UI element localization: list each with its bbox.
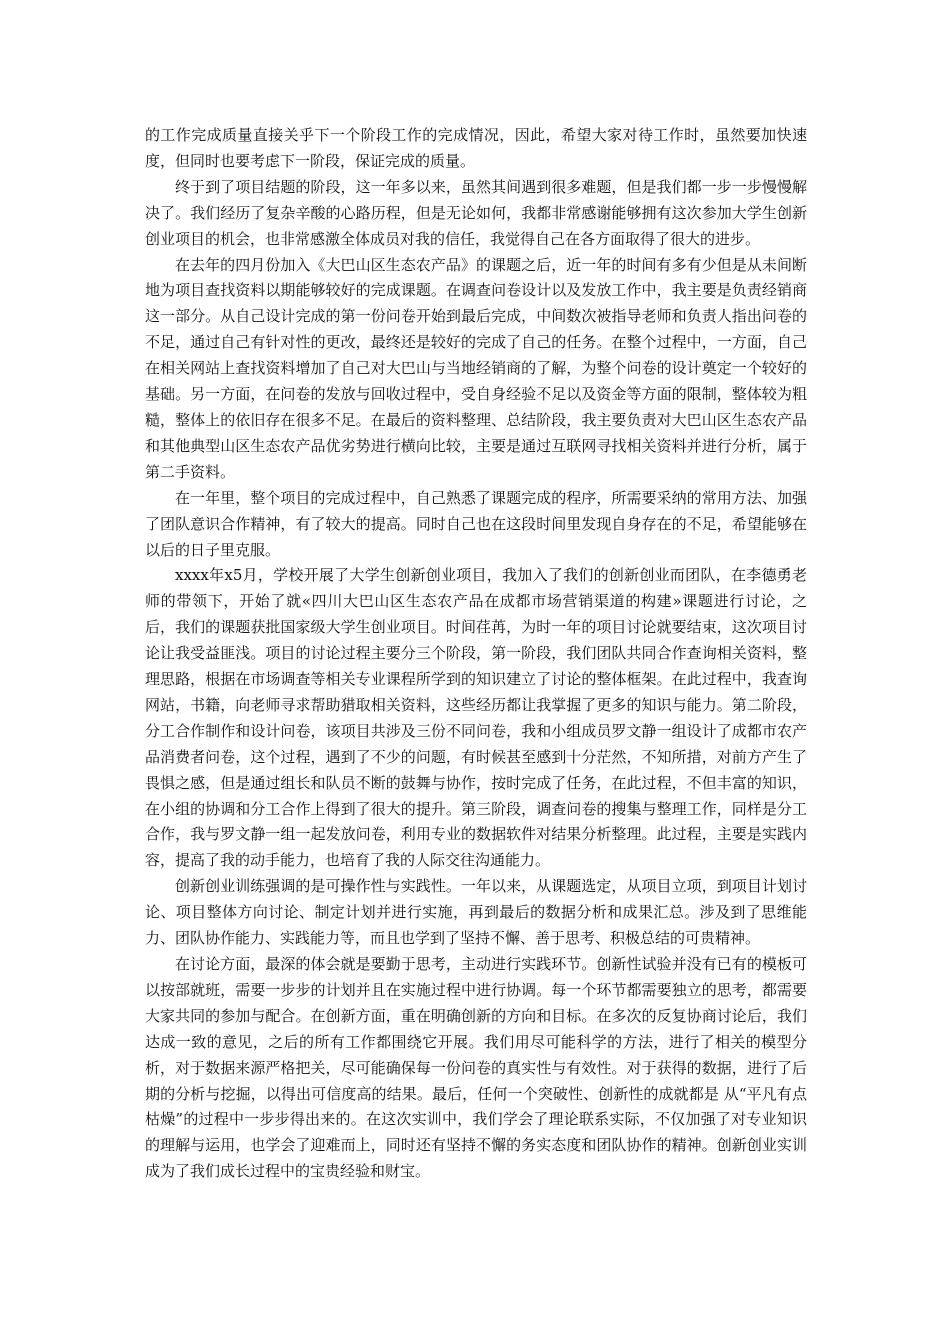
paragraph-project-conclusion: 终于到了项目结题的阶段，这一年多以来，虽然其间遇到很多难题，但是我们都一步一步慢慢解决了。我们经历了复杂辛酸的心路历程，但是无论如何，我都非常感谢能够拥有这次参加大学生创新创业项目的机会，也非常感激全体成员对我的信任，我觉得自己在各方面取得了很大的进步。: [145, 177, 807, 248]
paragraph-project-stages: xxxx年x5月，学校开展了大学生创新创业项目，我加入了我们的创新创业而团队，在李德勇老师的带领下，开始了就«四川大巴山区生态农产品在成都市场营销渠道的构建»课题进行讨论，之后，我们的课题获批国家级大学生创业项目。时间荏苒，为时一年的项目讨论就要结束，这次项目讨论让我受益匪浅。项目的讨论过程主要分三个阶段，第一阶段，我们团队共同合作查询相关资料，整理思路，根据在市场调查等相关专业课程所学到的知识建立了讨论的整体框架。在此过程中，我查询网站，书籍，向老师寻求帮助猎取相关资料，这些经历都让我掌握了更多的知识与能力。第二阶段，分工合作制作和设计问卷，该项目共涉及三份不同问卷，我和小组成员罗文静一组设计了成都市农产品消费者问卷，这个过程，遇到了不少的问题，有时候甚至感到十分茫然，不知所措，对前方产生了畏惧之感，但是通过组长和队员不断的鼓舞与协作，按时完成了任务，在此过程，不但丰富的知识，在小组的协调和分工合作上得到了很大的提升。第三阶段，调查问卷的搜集与整理工作，同样是分工合作，我与罗文静一组一起发放问卷，利用专业的数据软件对结果分析整理。此过程，主要是实践内容，提高了我的动手能力，也培育了我的人际交往沟通能力。: [145, 566, 807, 870]
paragraph-dabashan-topic: 在去年的四月份加入《大巴山区生态农产品》的课题之后，近一年的时间有多有少但是从未间断地为项目查找资料以期能够较好的完成课题。在调查问卷设计以及发放工作中，我主要是负责经销商这一部分。从自己设计完成的第一份问卷开始到最后完成，中间数次被指导老师和负责人指出问卷的不足，通过自己有针对性的更改，最终还是较好的完成了自己的任务。在整个过程中，一方面，自己在相关网站上查找资料增加了自己对大巴山与当地经销商的了解，为整个问卷的设计奠定一个较好的基础。另一方面，在问卷的发放与回收过程中，受自身经验不足以及资金等方面的限制，整体较为粗糙，整体上的依旧存在很多不足。在最后的资料整理、总结阶段，我主要负责对大巴山区生态农产品和其他典型山区生态农产品优劣势进行横向比较，主要是通过互联网寻找相关资料并进行分析，属于第二手资料。: [145, 255, 807, 481]
paragraph-discussion-innovation: 在讨论方面，最深的体会就是要勤于思考，主动进行实践环节。创新性试验并没有已有的模板可以按部就班，需要一步步的计划并且在实施过程中进行协调。每一个环节都需要独立的思考，都需要大家共同的参加与配合。在创新方面，重在明确创新的方向和目标。在多次的反复协商讨论后，我们达成一致的意见，之后的所有工作都围绕它开展。我们用尽可能科学的方法，进行了相关的模型分析，对于数据来源严格把关，尽可能确保每一份问卷的真实性与有效性。对于获得的数据，进行了后期的分析与挖掘，以得出可信度高的结果。最后，任何一个突破性、创新性的成就都是 从“平凡有点枯燥”的过程中一步步得出来的。在这次实训中，我们学会了理论联系实际，不仅加强了对专业知识的理解与运用，也学会了迎难而上，同时还有坚持不懈的务实态度和团队协作的精神。创新创业实训成为了我们成长过程中的宝贵经验和财宝。: [145, 955, 807, 1181]
paragraph-continued: 的工作完成质量直接关乎下一个阶段工作的完成情况，因此，希望大家对待工作时，虽然要加快速度，但同时也要考虑下一阶段，保证完成的质量。: [145, 126, 807, 170]
paragraph-training-practice: 创新创业训练强调的是可操作性与实践性。一年以来，从课题选定，从项目立项，到项目计划讨论、项目整体方向讨论、制定计划并进行实施，再到最后的数据分析和成果汇总。涉及到了思维能力、团队协作能力、实践能力等，而且也学到了坚持不懈、善于思考、积极总结的可贵精神。: [145, 877, 807, 948]
document-page: [145, 123, 807, 1185]
paragraph-one-year-summary: 在一年里，整个项目的完成过程中，自己熟悉了课题完成的程序，所需要采纳的常用方法、加强了团队意识合作精神，有了较大的提高。同时自己也在这段时间里发现自身存在的不足，希望能够在以后的日子里克服。: [145, 488, 807, 559]
